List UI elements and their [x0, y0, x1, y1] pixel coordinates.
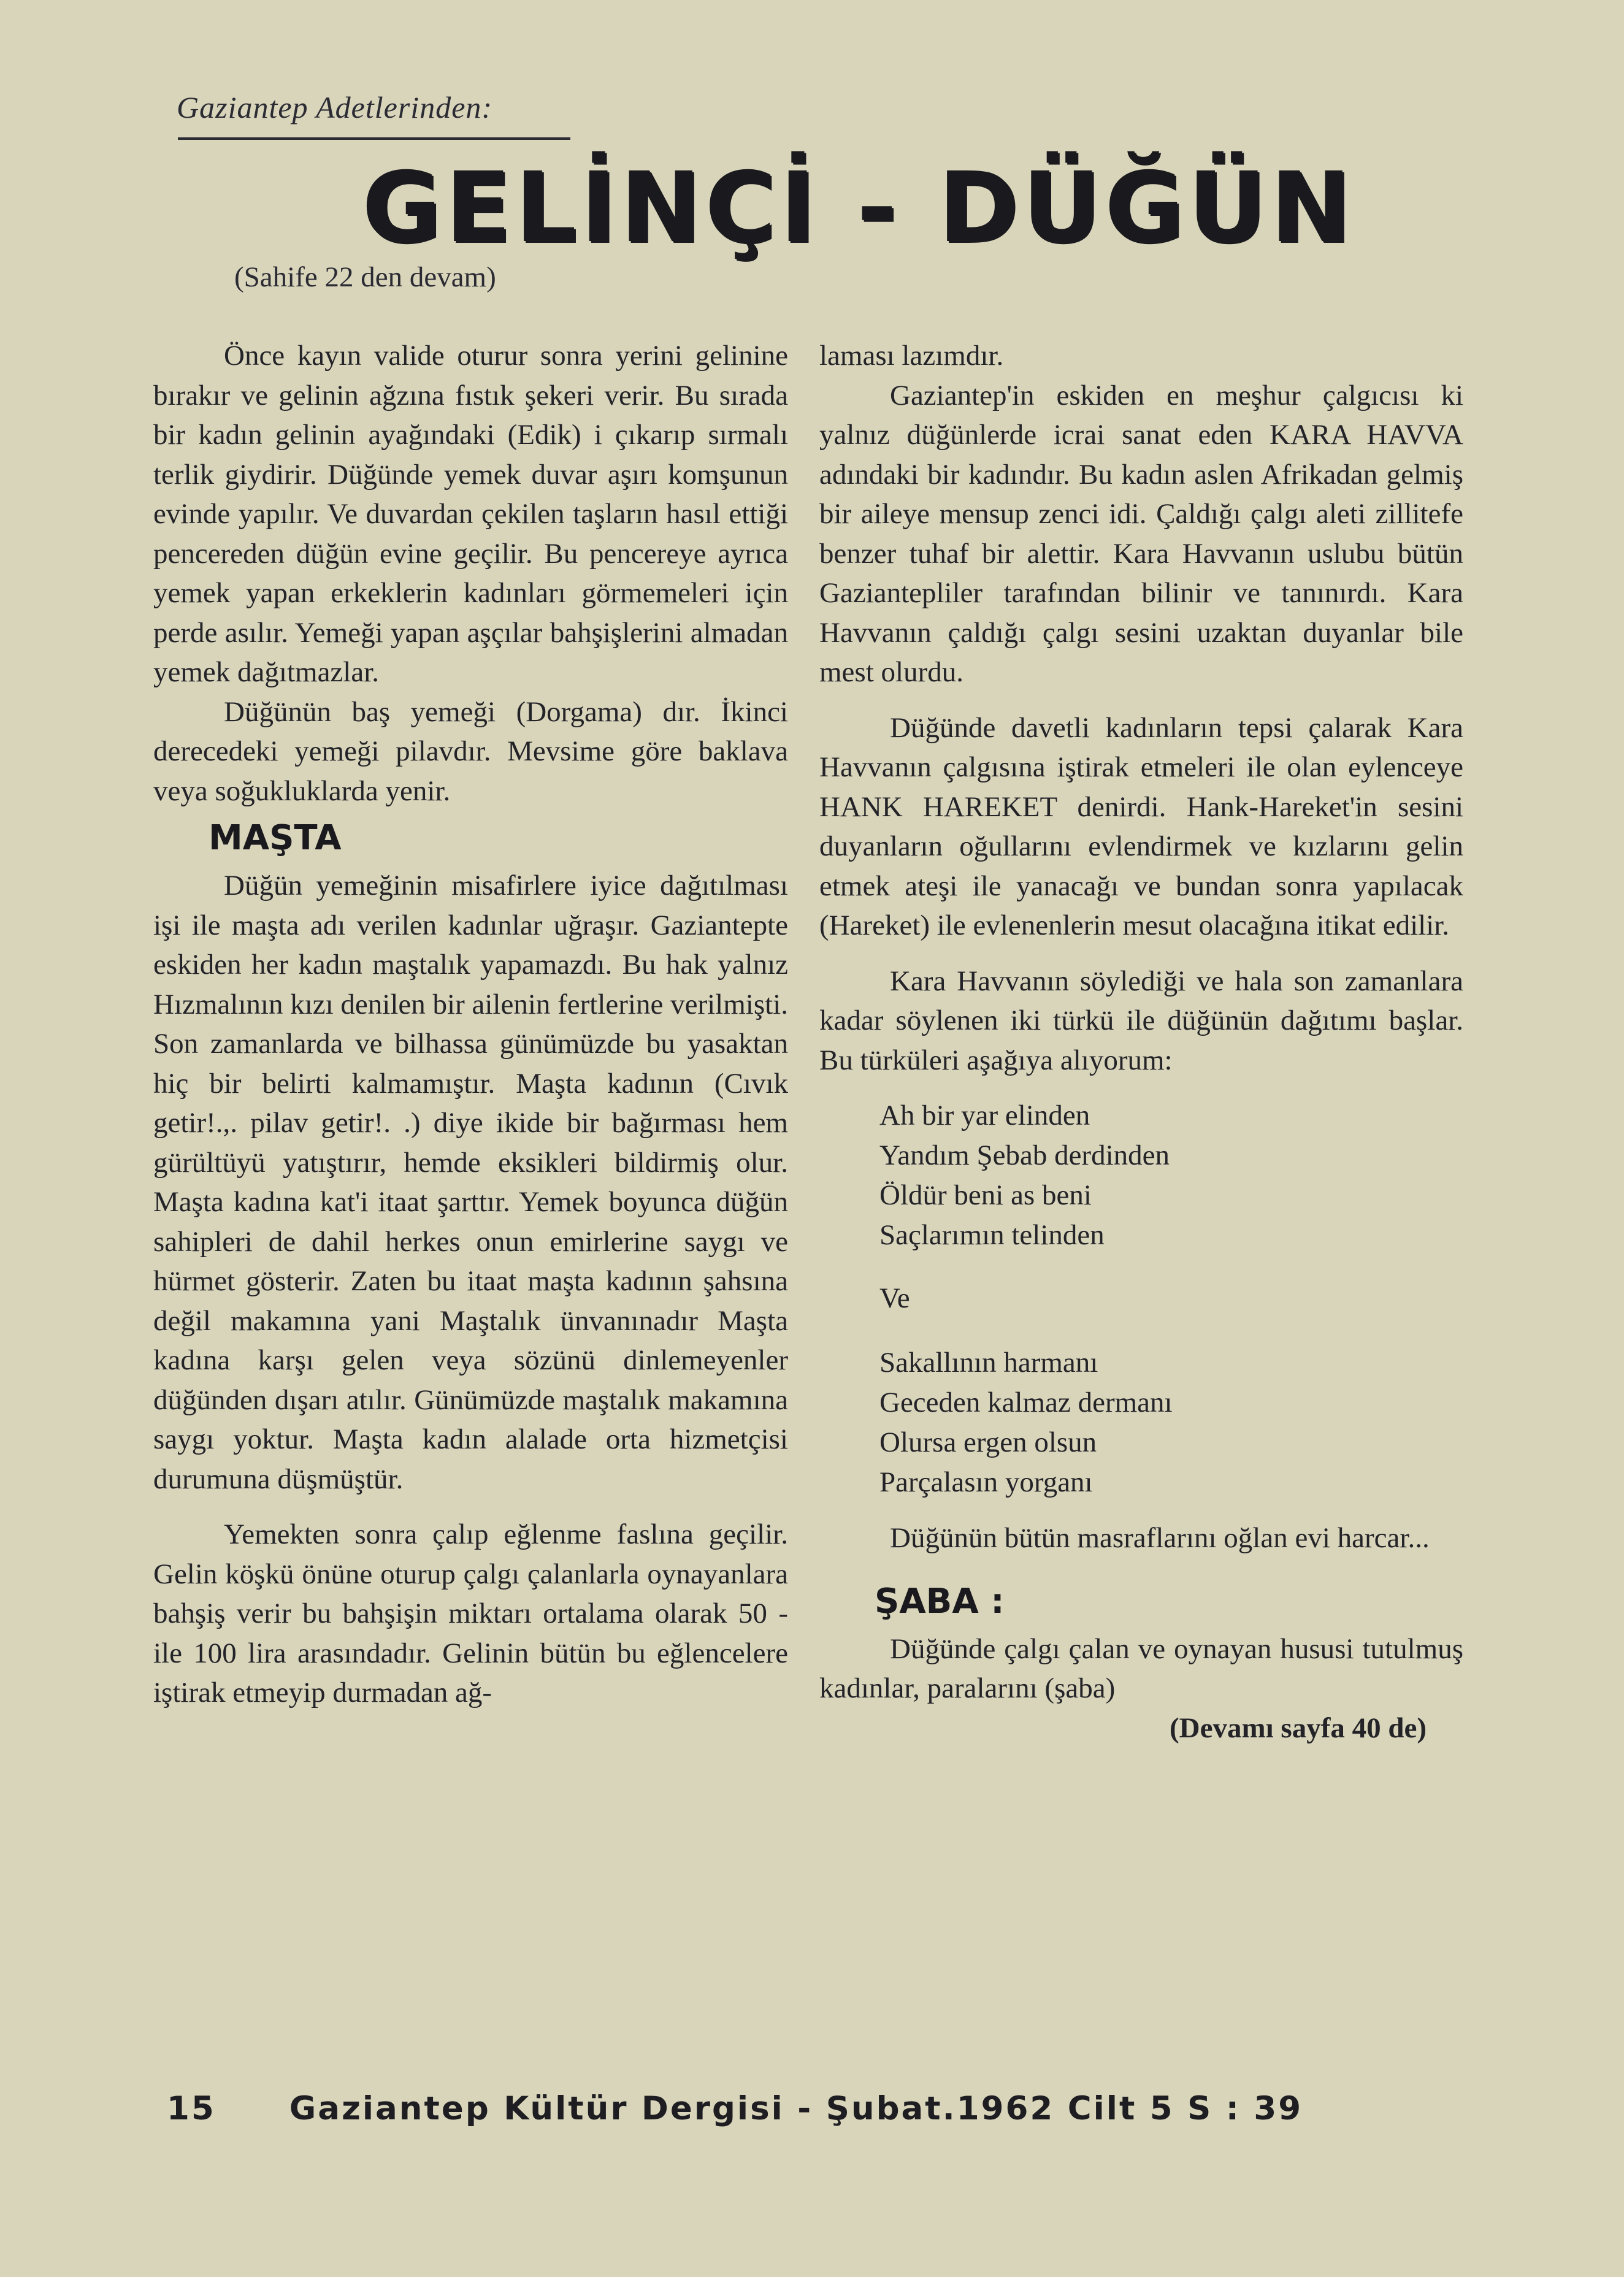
left-column	[153, 336, 788, 1713]
paragraph: Gaziantep'in eskiden en meşhur çalgıcısı ki yalnız düğünlerde icrai sanat eden KARA HAVVA adındaki bir kadındır. Bu kadın aslen Afrikadan gelmiş bir aileye mensup zenci idi. Çaldığı çalgı aleti zillitefe benzer tuhaf bir alettir. Kara Havvanın uslubu bütün Gaziantepliler tarafından bilinir ve tanınırdı. Kara Havvanın çaldığı çalgı sesini uzaktan duyanlar bile mest olurdu.	[819, 379, 1463, 688]
paragraph: Düğünde çalgı çalan ve oynayan hususi tutulmuş kadınlar, paralarını (şaba)	[819, 1632, 1463, 1704]
verse-line: Parçalasın yorganı	[879, 1466, 1093, 1498]
verse-line: Sakallının harmanı	[879, 1347, 1098, 1379]
page-footer	[167, 2090, 1455, 2127]
paragraph: Düğünde davetli kadınların tepsi çalarak Kara Havvanın çalgısına iştirak etmeleri ile olan eylenceye HANK HAREKET denirdi. Hank-Hareket'in sesini duyanların oğullarını evlendirmek ve kızlarını gelin etmek ateşi ile yanacağı ve bundan sonra yapılacak (Hareket) ile evlenenlerin mesut olacağına itikat edilir.	[819, 711, 1463, 941]
verse-line: Ah bir yar elinden	[879, 1100, 1090, 1131]
publication-info: Gaziantep Kültür Dergisi - Şubat.1962 Cilt 5 S : 39	[289, 2090, 1303, 2127]
verse-line: Saçlarımın telinden	[879, 1219, 1105, 1251]
paragraph: Düğünün bütün masraflarını oğlan evi harcar...	[890, 1522, 1430, 1554]
verse-line: Yandım Şebab derdinden	[879, 1139, 1170, 1171]
kicker-underline	[178, 137, 570, 140]
continued-to-note: (Devamı sayfa 40 de)	[1169, 1712, 1427, 1744]
article-kicker: Gaziantep Adetlerinden:	[177, 90, 493, 124]
continued-from-note: (Sahife 22 den devam)	[234, 261, 496, 293]
article-title: GELİNÇİ - DÜĞÜN	[362, 151, 1355, 264]
section-heading-saba: ŞABA :	[875, 1581, 1005, 1621]
paragraph: Düğün yemeğinin misafirlere iyice dağıtılması işi ile maşta adı verilen kadınlar uğraşır. Gaziantepte eskiden her kadın maştalık yapamazdı. Bu hak yalnız Hızmalının kızı denilen bir ailenin fertlerine verilmişti. Son zamanlarda ve bilhassa günümüzde bu yasaktan hiç bir belirti kalmamıştır. Maşta kadının (Cıvık getir!.,. pilav getir!. .) diye ikide bir bağırması hem gürültüyü yatıştırır, hemde eksikleri bildirmiş olur. Maşta kadına kat'i itaat şarttır. Yemek boyunca düğün sahipleri de dahil herkes onun emirlerine saygı ve hürmet gösterir. Zaten bu itaat maşta kadının şahsına değil makamına yani Maştalık ünvanınadır Maşta kadına karşı gelen veya sözünü dinlemeyenler düğünden dışarı atılır. Günümüzde maştalık makamına saygı yoktur. Maşta kadın alalade orta hizmetçisi durumuna düşmüştür.	[153, 870, 788, 1495]
verse-line: Geceden kalmaz dermanı	[879, 1387, 1173, 1418]
verse-line: Öldür beni as beni	[879, 1179, 1092, 1211]
right-column	[819, 336, 1463, 1748]
folk-song-verses	[819, 1096, 1463, 1502]
page-number: 15	[167, 2090, 216, 2127]
verse-line: Olursa ergen olsun	[879, 1426, 1097, 1458]
section-heading-masta: MAŞTA	[209, 818, 342, 858]
paragraph: Düğünün baş yemeği (Dorgama) dır. İkinci derecedeki yemeği pilavdır. Mevsime göre baklava veya soğukluklarda yenir.	[153, 695, 788, 807]
paragraph: Önce kayın valide oturur sonra yerini gelinine bırakır ve gelinin ağzına fıstık şekeri verir. Bu sırada bir kadın gelinin ayağındaki (Edik) i çıkarıp sırmalı terlik giydirir. Düğünde yemek duvar aşırı komşunun evinde yapılır. Ve duvardan çekilen taşların hasıl ettiği pencereden düğün evine geçilir. Bu pencereye ayrıca yemek yapan erkeklerin kadınları görmemeleri için perde asılır. Yemeği yapan aşçılar bahşişlerini almadan yemek dağıtmazlar.	[153, 340, 788, 688]
paragraph: Kara Havvanın söylediği ve hala son zamanlara kadar söylenen iki türkü ile düğünün dağıtımı başlar. Bu türküleri aşağıya alıyorum:	[819, 965, 1463, 1076]
paragraph: laması lazımdır.	[819, 340, 1004, 372]
verse-joiner: Ve	[879, 1282, 910, 1314]
paragraph: Yemekten sonra çalıp eğlenme faslına geçilir. Gelin köşkü önüne oturup çalgı çalanlarla oynayanlara bahşiş verir bu bahşişin miktarı ortalama olarak 50 - ile 100 lira arasındadır. Gelinin bütün bu eğlencelere iştirak etmeyip durmadan ağ-	[153, 1518, 788, 1709]
